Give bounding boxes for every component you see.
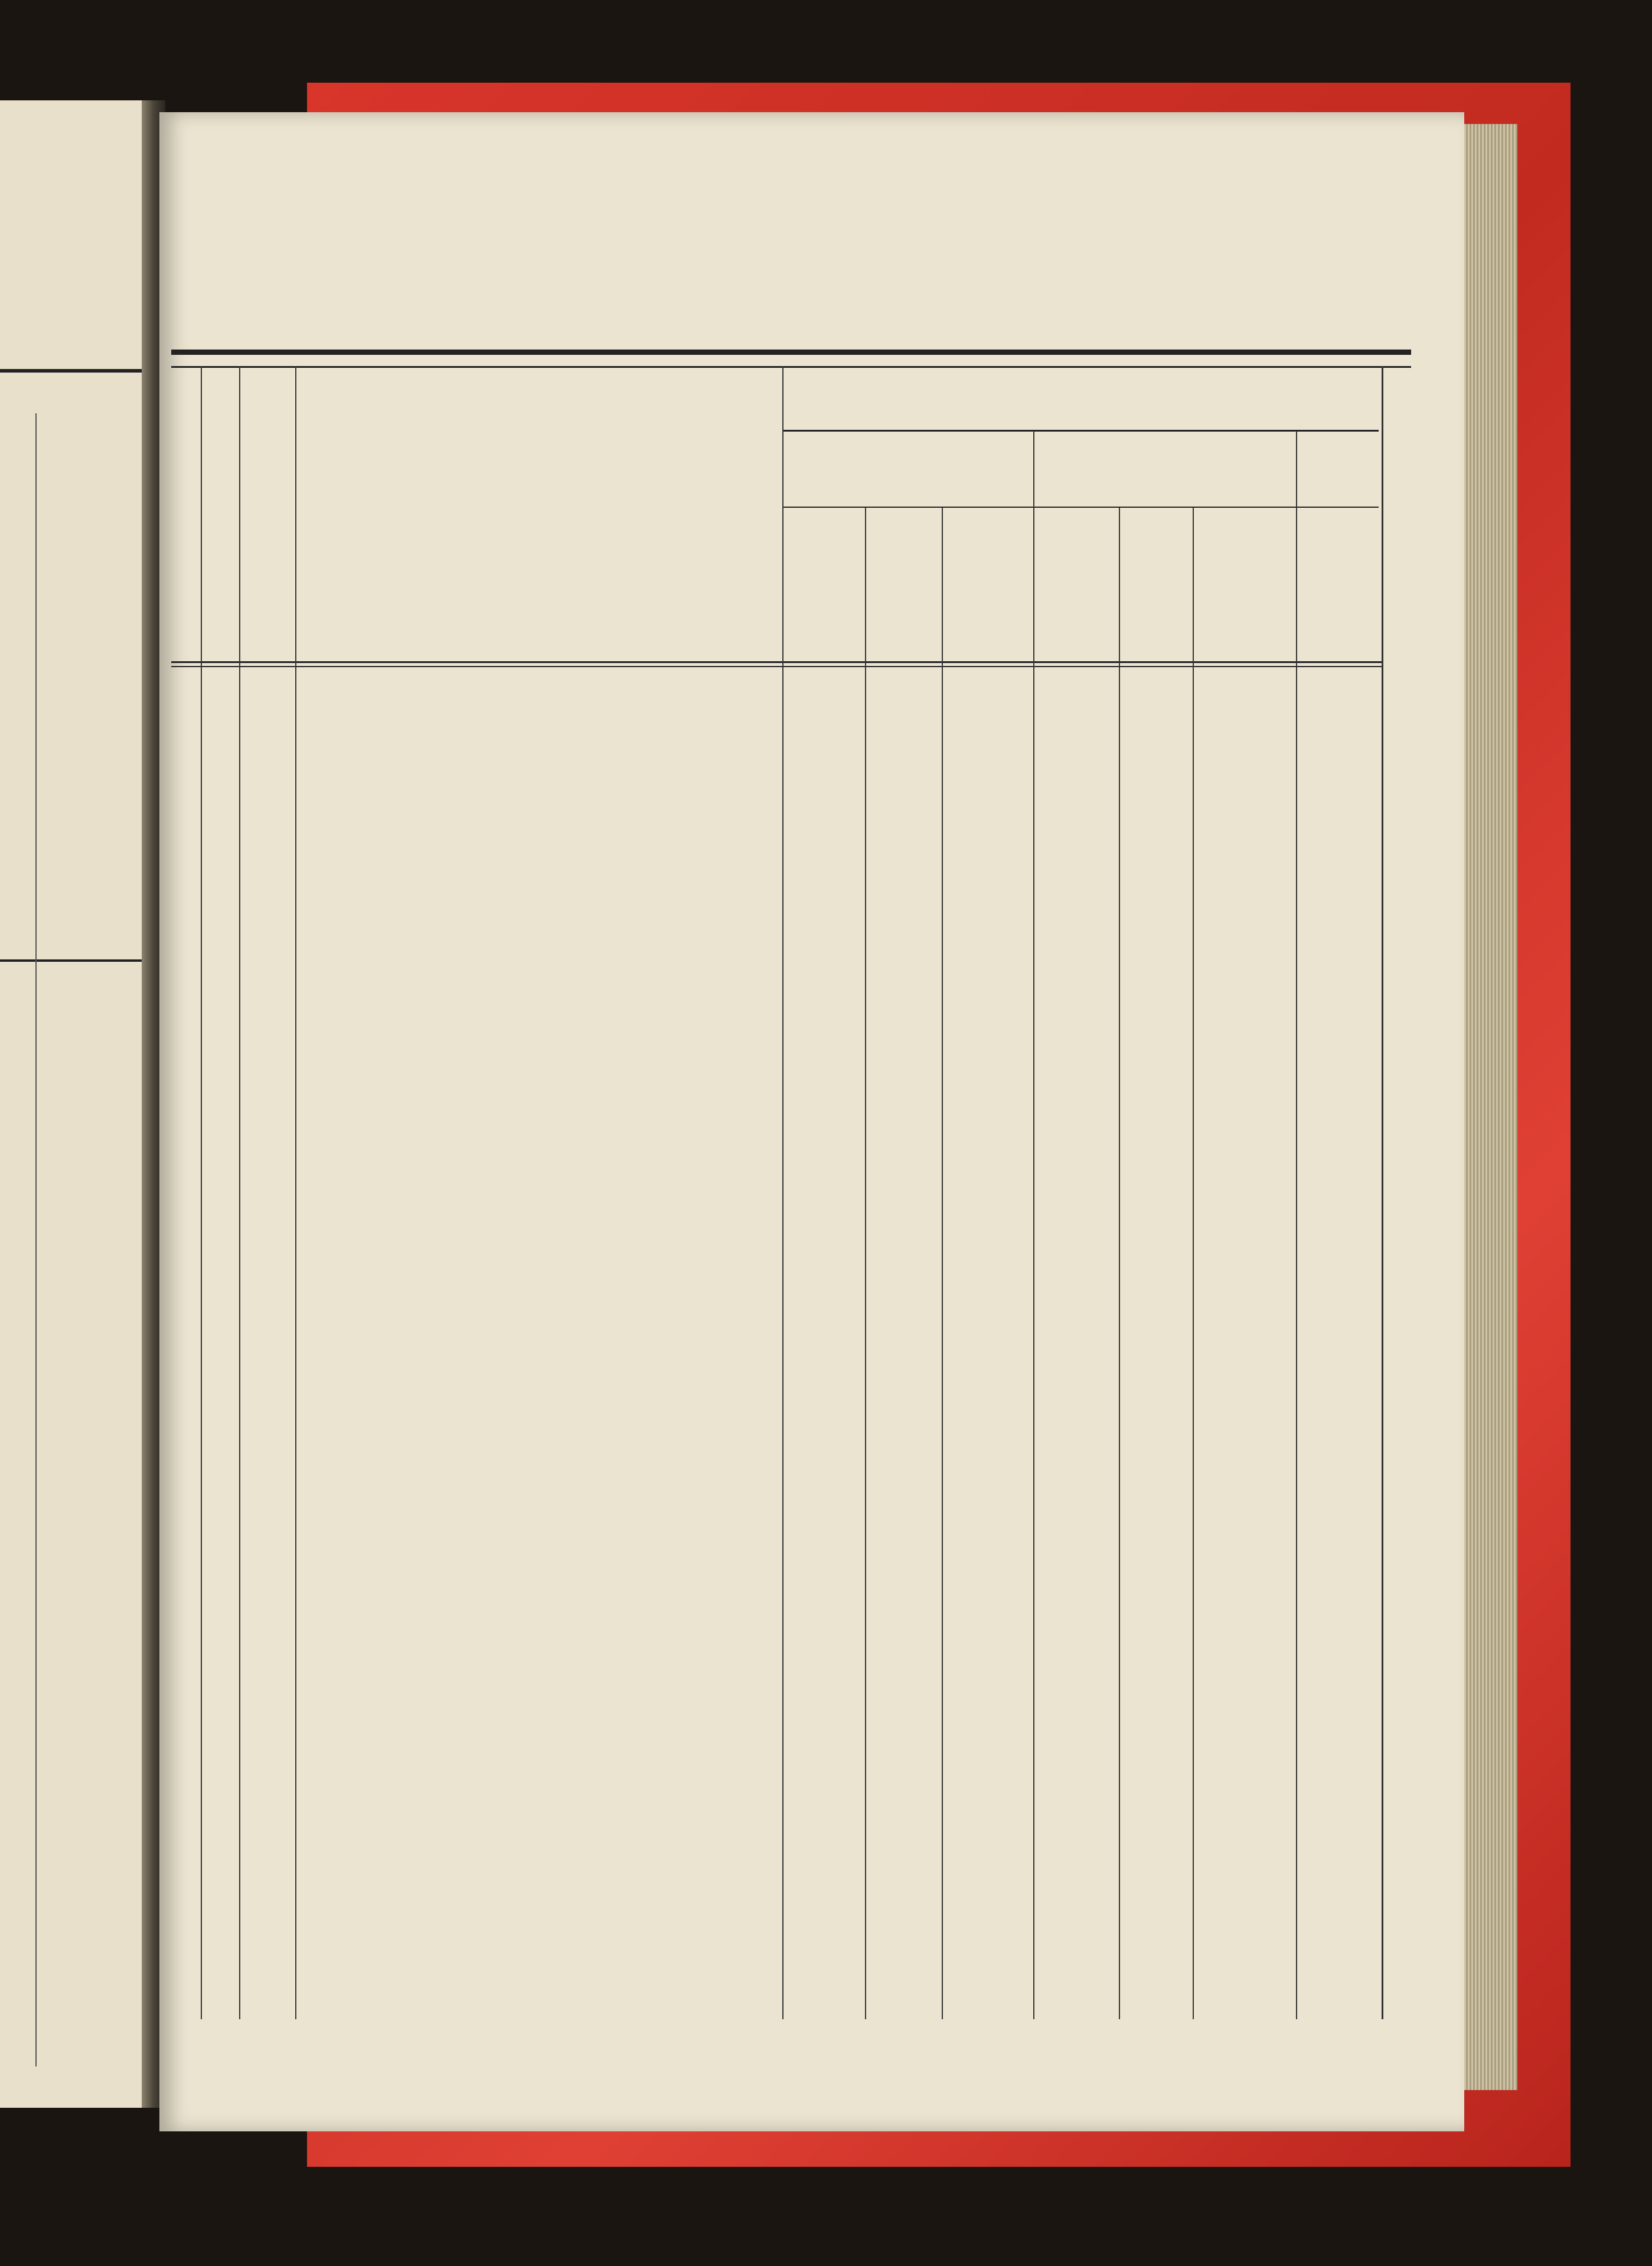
- header-bottom-rule: [171, 661, 1382, 663]
- left-page-column-line: [35, 413, 37, 2066]
- left-page-top-rule: [0, 369, 148, 373]
- column-line: [1296, 431, 1297, 2019]
- column-line: [295, 366, 296, 2019]
- column-line: [239, 366, 240, 2019]
- column-line: [782, 366, 783, 2019]
- page: [159, 112, 1464, 2131]
- page-edges: [1464, 124, 1517, 2090]
- column-line: [865, 508, 866, 2019]
- header-top-rule-thin: [171, 366, 1411, 368]
- column-line: [201, 366, 202, 2019]
- column-line: [1382, 366, 1383, 2019]
- column-line: [942, 508, 943, 2019]
- left-page-rule: [0, 959, 148, 962]
- left-page: [0, 100, 149, 2108]
- header-population-rule: [782, 430, 1379, 432]
- column-line: [1119, 508, 1120, 2019]
- column-line: [1193, 508, 1194, 2019]
- header-top-rule: [171, 350, 1411, 355]
- header-bottom-rule-thin: [171, 666, 1382, 667]
- header-gender-rule: [782, 507, 1379, 508]
- column-line: [1033, 431, 1034, 2019]
